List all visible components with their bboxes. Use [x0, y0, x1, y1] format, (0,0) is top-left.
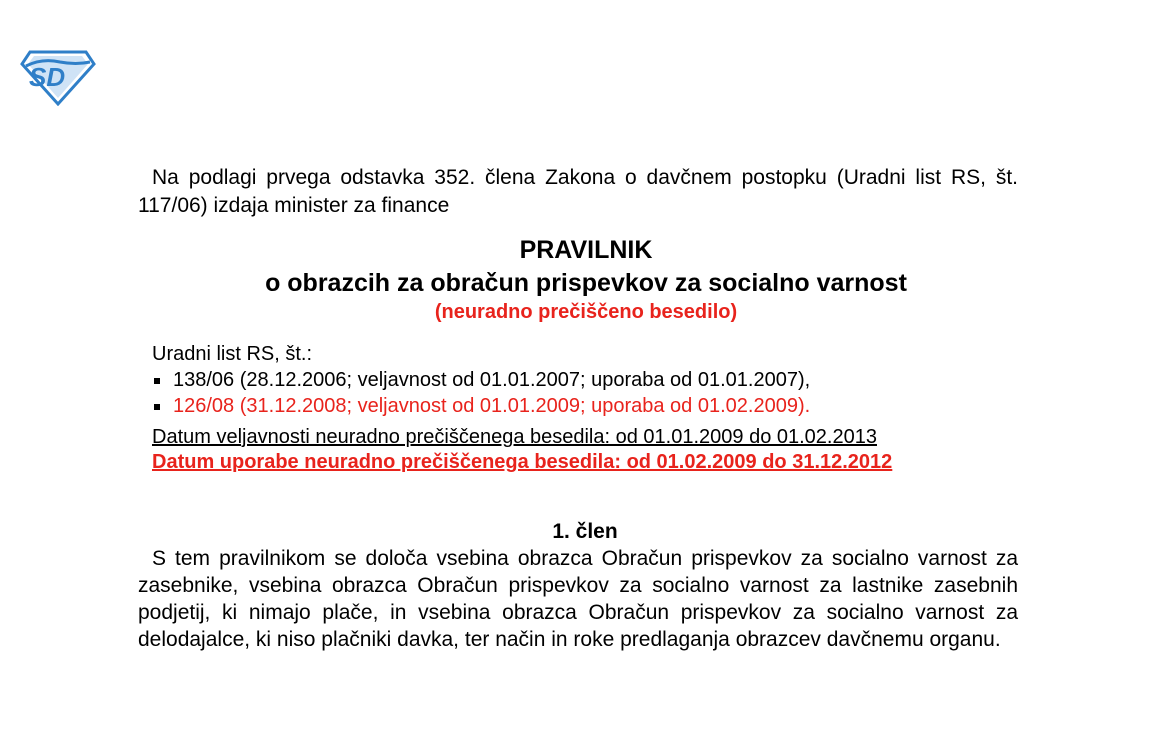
unofficial-note: (neuradno prečiščeno besedilo) — [434, 301, 738, 323]
validity-line: Datum veljavnosti neuradno prečiščenega besedila: od 01.01.2009 do 01.02.2013 — [152, 426, 877, 448]
document-subtitle: o obrazcih za obračun prispevkov za socialno varnost — [265, 269, 907, 297]
bullet-icon — [154, 404, 160, 410]
bullet-icon — [154, 378, 160, 384]
gazette-references — [152, 341, 1018, 419]
gazette-item-126-08 — [152, 393, 1018, 419]
logo-lettering: SD — [29, 62, 66, 92]
use-line: Datum uporabe neuradno prečiščenega besedila: od 01.02.2009 do 31.12.2012 — [152, 451, 893, 473]
sd-shield-logo-icon — [20, 48, 96, 106]
article-body: S tem pravilnikom se določa vsebina obrazca Obračun prispevkov za socialno varnost za zasebnike, vsebina obrazca Obračun prispevkov za socialno varnost za lastnike zasebnih podjetij, ki nimajo plače, in vsebina obrazca Obračun prispevkov za socialno varnost za delodajalce, ki niso plačniki davka, ter način in roke predlaganja obrazcev davčnemu organu. — [138, 547, 1018, 651]
gazette-list — [152, 367, 1018, 419]
gazette-item-text: 138/06 (28.12.2006; veljavnost od 01.01.2007; uporaba od 01.01.2007), — [173, 369, 811, 391]
document-page — [138, 164, 1018, 653]
title-block — [138, 233, 1018, 325]
intro-paragraph: Na podlagi prvega odstavka 352. člena Zakona o davčnem postopku (Uradni list RS, št. 117/06) izdaja minister za finance — [138, 166, 1018, 217]
document-title: PRAVILNIK — [519, 236, 653, 264]
gazette-item-text: 126/08 (31.12.2008; veljavnost od 01.01.2009; uporaba od 01.02.2009). — [173, 395, 811, 417]
gazette-item-138-06 — [152, 367, 1018, 393]
article-heading: 1. člen — [552, 520, 618, 543]
gazette-heading: Uradni list RS, št.: — [152, 343, 313, 365]
validity-dates — [152, 425, 1018, 475]
